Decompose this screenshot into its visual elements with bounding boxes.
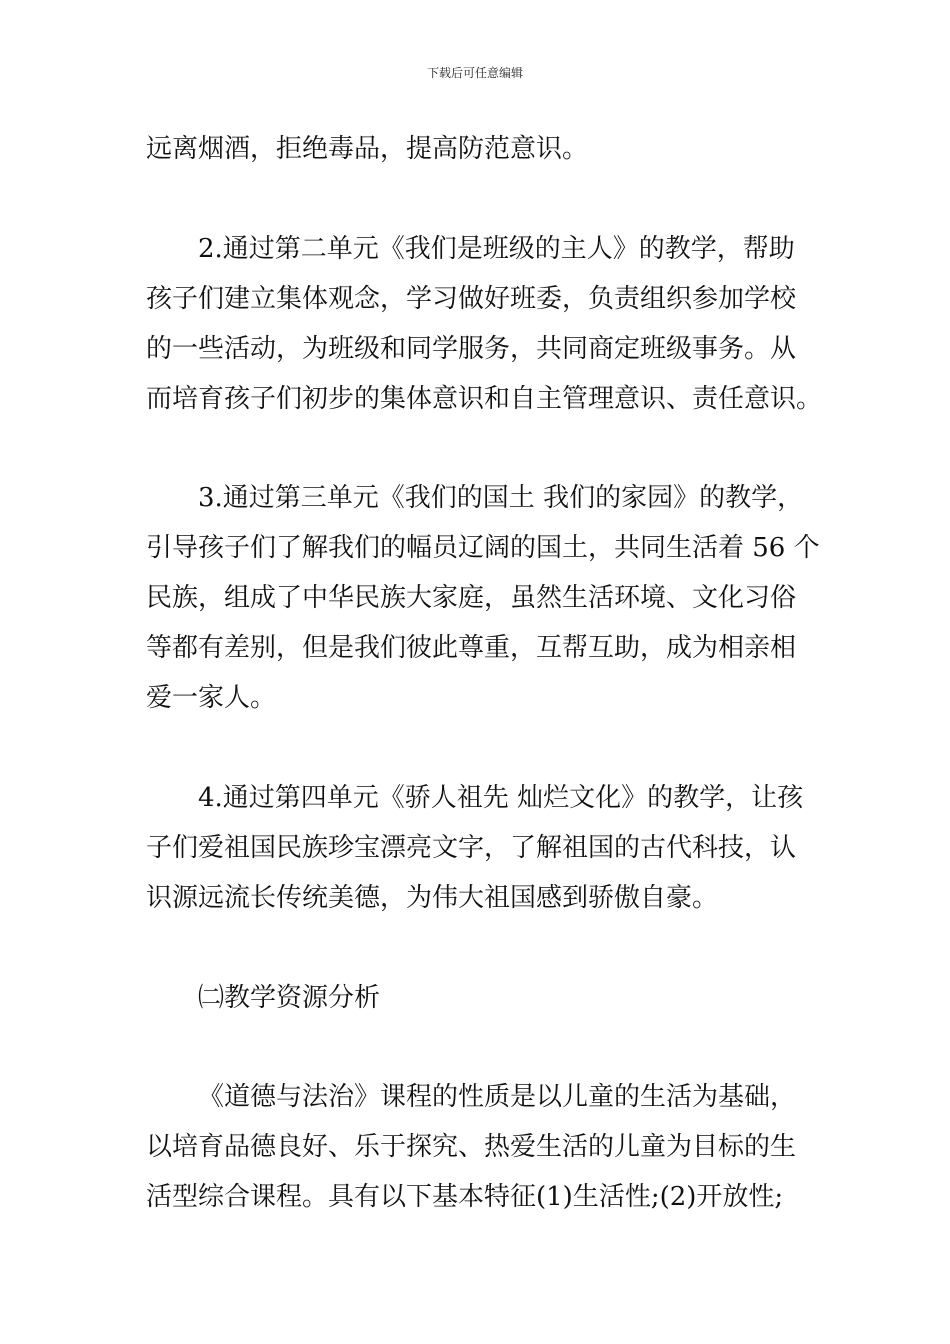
text-line: 的一些活动，为班级和同学服务，共同商定班级事务。从	[146, 334, 797, 364]
text-line: 2.通过第二单元《我们是班级的主人》的教学，帮助	[198, 234, 795, 264]
text-line: 孩子们建立集体观念，学习做好班委，负责组织参加学校	[146, 284, 797, 314]
text-line: 以培育品德良好、乐于探究、热爱生活的儿童为目标的生	[146, 1132, 797, 1162]
text-line: 远离烟酒，拒绝毒品，提高防范意识。	[146, 134, 589, 164]
text-line: 而培育孩子们初步的集体意识和自主管理意识、责任意识。	[146, 384, 823, 414]
text-line: 《道德与法治》课程的性质是以儿童的生活为基础，	[198, 1082, 797, 1112]
text-line: 3.通过第三单元《我们的国土 我们的家园》的教学，	[198, 483, 804, 513]
text-line: 引导孩子们了解我们的幅员辽阔的国土，共同生活着 56 个	[146, 533, 820, 563]
page-header: 下载后可任意编辑	[426, 66, 523, 80]
text-line: 识源远流长传统美德，为伟大祖国感到骄傲自豪。	[146, 883, 719, 913]
text-line: 4.通过第四单元《骄人祖先 灿烂文化》的教学，让孩	[198, 783, 804, 813]
text-line: 子们爱祖国民族珍宝漂亮文字，了解祖国的古代科技，认	[146, 833, 797, 863]
text-line: 民族，组成了中华民族大家庭，虽然生活环境、文化习俗	[146, 583, 797, 613]
text-line: ㈡教学资源分析	[198, 983, 381, 1013]
text-line: 等都有差别，但是我们彼此尊重，互帮互助，成为相亲相	[146, 633, 797, 663]
text-line: 爱一家人。	[146, 683, 277, 713]
text-line: 活型综合课程。具有以下基本特征(1)生活性;(2)开放性;	[146, 1182, 784, 1212]
